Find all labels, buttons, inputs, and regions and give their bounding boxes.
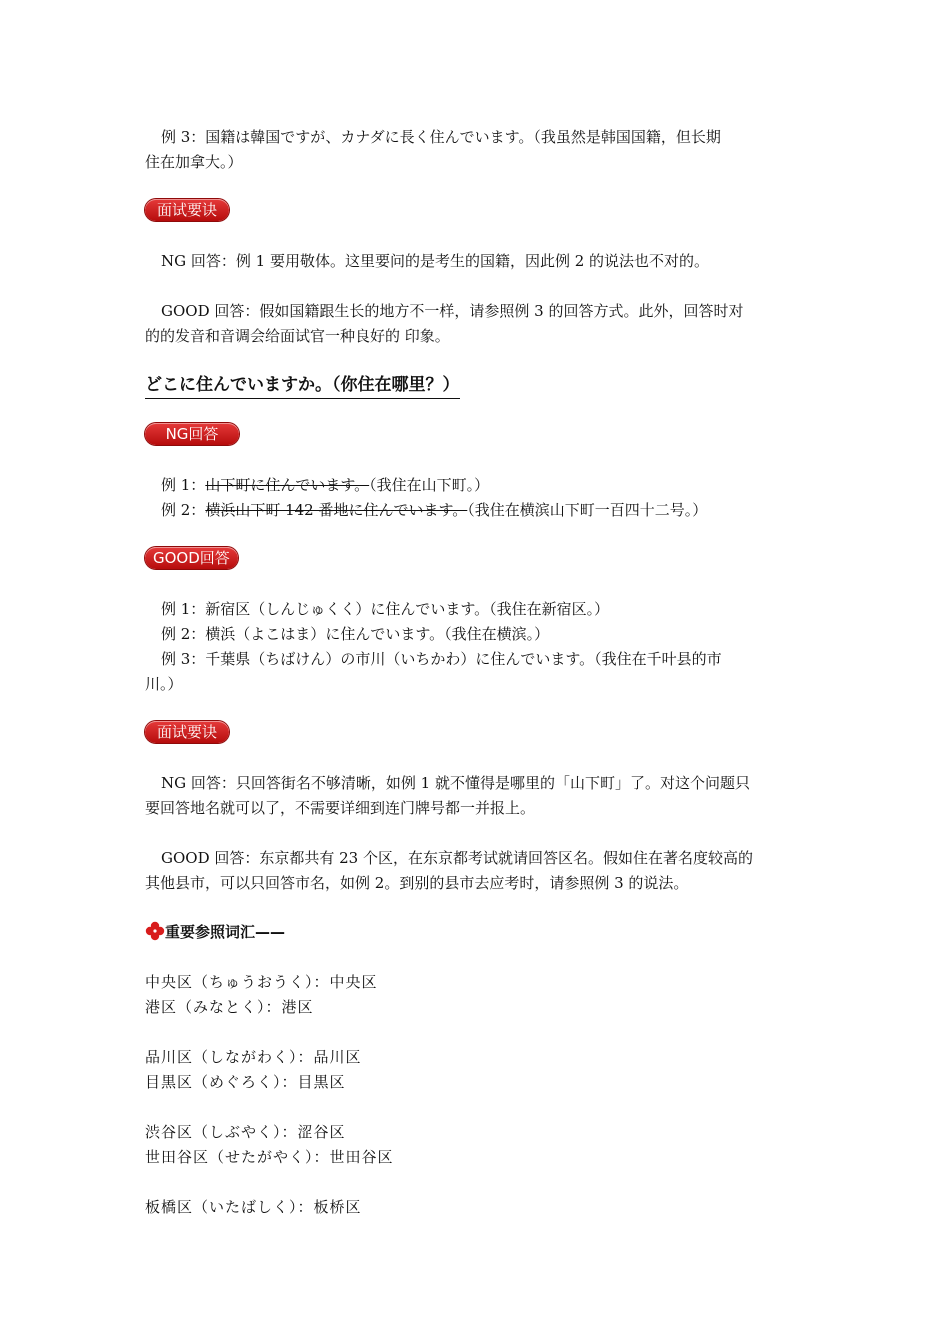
good-example-2: 例 2：横浜（よこはま）に住んでいます。（我住在横滨。） — [161, 625, 550, 643]
tips2-ng-line2: 要回答地名就可以了，不需要详细到连门牌号都一并报上。 — [145, 799, 536, 817]
tips-badge-1: 面试要诀 — [145, 199, 229, 221]
ng-example-1 — [145, 473, 807, 498]
clover-icon — [145, 921, 165, 941]
ng-example-1-struck: 山下町に住んでいます。 — [205, 476, 370, 494]
tips1-good-line1: GOOD 回答：假如国籍跟生长的地方不一样，请参照例 3 的回答方式。此外，回答时对 — [161, 302, 744, 320]
intro-example3-line1: 例 3：国籍は韓国ですが、カナダに長く住んでいます。（我虽然是韩国国籍，但长期 — [161, 128, 721, 146]
ng-example-1-translation: （我住在山下町。） — [369, 476, 490, 494]
vocab-item: 港区（みなとく）：港区 — [145, 998, 314, 1016]
vocab-item: 板橋区（いたばしく）：板桥区 — [145, 1198, 362, 1216]
ng-answer-badge: NG回答 — [145, 423, 239, 445]
good-example-3-line1: 例 3：千葉県（ちばけん）の市川（いちかわ）に住んでいます。（我住在千叶县的市 — [161, 650, 722, 668]
intro-example3-line2: 住在加拿大。） — [145, 153, 243, 171]
vocab-item: 目黒区（めぐろく）：目黒区 — [145, 1073, 346, 1091]
vocab-item: 渋谷区（しぶやく）：涩谷区 — [145, 1123, 346, 1141]
good-example-3-line2: 川。） — [145, 675, 183, 693]
vocab-item: 中央区（ちゅうおうく）：中央区 — [145, 973, 378, 991]
tips1-good-line2: 的的发音和音调会给面试官一种良好的 印象。 — [145, 327, 450, 345]
ng-example-2-struck: 横浜山下町 142 番地に住んでいます。 — [205, 501, 468, 519]
vocab-item: 世田谷区（せたがやく）：世田谷区 — [145, 1148, 394, 1166]
tips2-ng-line1: NG 回答：只回答街名不够清晰，如例 1 就不懂得是哪里的「山下町」了。对这个问题只 — [161, 774, 750, 792]
ng-example-1-label: 例 1： — [161, 476, 206, 494]
tips-badge-2: 面试要诀 — [145, 721, 229, 743]
good-example-1: 例 1：新宿区（しんじゅくく）に住んでいます。（我住在新宿区。） — [161, 600, 610, 618]
tips1-ng-answer: NG 回答：例 1 要用敬体。这里要问的是考生的国籍，因此例 2 的说法也不对的。 — [161, 252, 710, 270]
vocab-title — [145, 920, 807, 945]
good-answer-badge: GOOD回答 — [145, 547, 238, 569]
ng-example-2 — [145, 498, 807, 523]
ng-example-2-label: 例 2： — [161, 501, 206, 519]
document-body — [145, 125, 807, 1220]
tips2-good-line2: 其他县市，可以只回答市名，如例 2。到别的县市去应考时，请参照例 3 的说法。 — [145, 874, 689, 892]
vocab-item: 品川区（しながわく）：品川区 — [145, 1048, 362, 1066]
ng-example-2-translation: （我住在横滨山下町一百四十二号。） — [467, 501, 708, 519]
tips2-good-line1: GOOD 回答：东京都共有 23 个区，在东京都考试就请回答区名。假如住在著名度较高的 — [161, 849, 753, 867]
section-heading-residence: どこに住んでいますか。（你住在哪里？） — [145, 373, 460, 399]
vocab-title-text: 重要参照词汇—— — [165, 923, 286, 941]
